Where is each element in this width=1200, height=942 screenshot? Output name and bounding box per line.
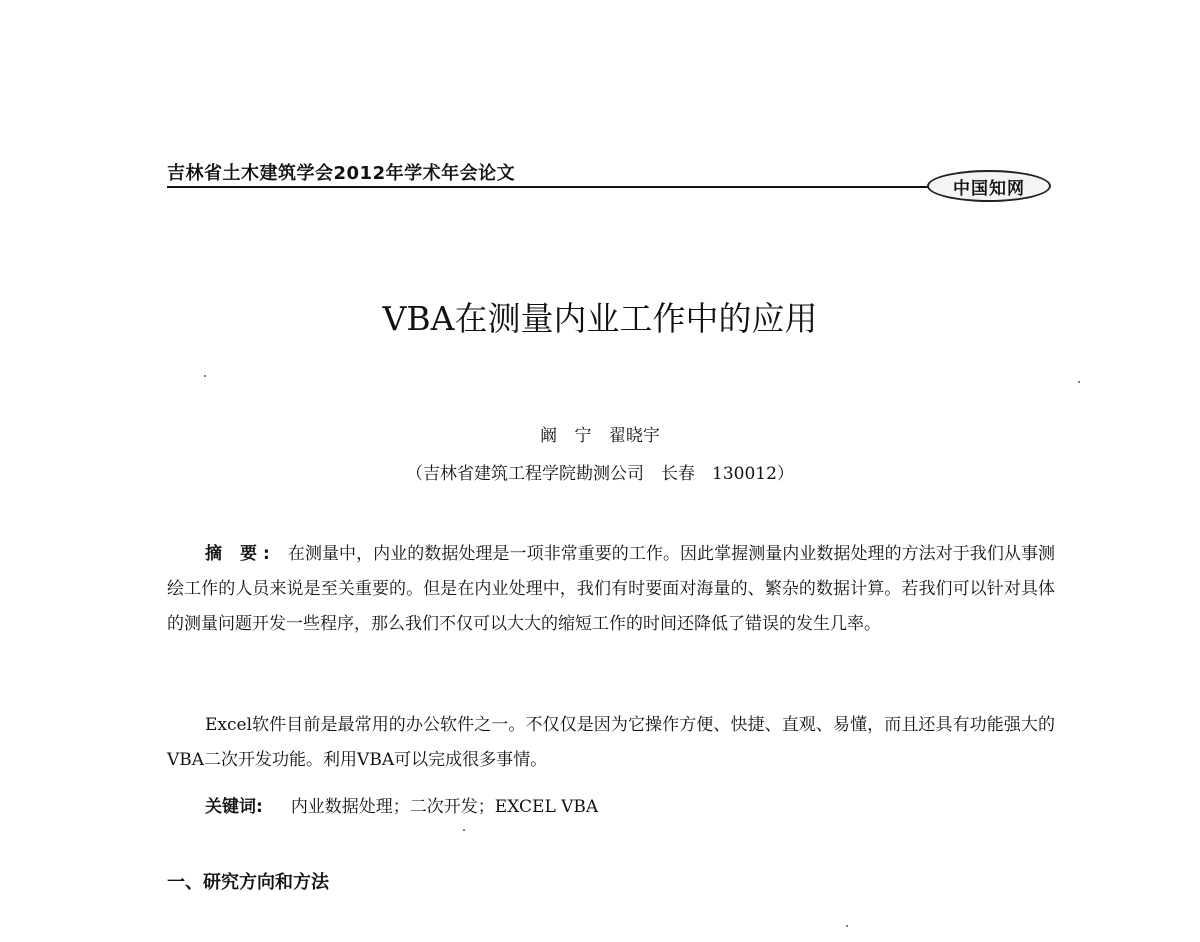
scan-speck	[1078, 381, 1080, 383]
cnki-logo-badge	[927, 170, 1051, 202]
keywords-text: 内业数据处理；二次开发；EXCEL VBA	[290, 797, 599, 817]
abstract-label: 摘 要:	[205, 544, 276, 564]
keywords-line	[205, 792, 598, 817]
header-divider	[167, 186, 935, 188]
keywords-label: 关键词:	[205, 797, 263, 817]
scan-speck	[204, 375, 206, 377]
abstract-text: 在测量中，内业的数据处理是一项非常重要的工作。因此掌握测量内业数据处理的方法对于我们从事测绘工作的人员来说是至关重要的。但是在内业处理中，我们有时要面对海量的、繁杂的数据计算。若我们可以针对具体的测量问题开发一些程序，那么我们不仅可以大大的缩短工作的时间还降低了错误的发生几率。	[167, 544, 1055, 634]
scan-speck	[463, 829, 465, 831]
abstract-paragraph	[167, 537, 1055, 642]
section-heading-1: 一、研究方向和方法	[167, 872, 329, 893]
paper-affiliation: （吉林省建筑工程学院勘测公司 长春 130012）	[406, 464, 794, 484]
paper-title: VBA在测量内业工作中的应用	[382, 299, 818, 338]
journal-header-title: 吉林省土木建筑学会2012年学术年会论文	[167, 163, 516, 184]
cnki-logo-text: 中国知网	[953, 178, 1025, 199]
paper-authors: 阚 宁 翟晓宇	[540, 426, 660, 446]
scan-speck	[846, 925, 848, 927]
excel-paragraph: Excel软件目前是最常用的办公软件之一。不仅仅是因为它操作方便、快捷、直观、易懂，而且还具有功能强大的VBA二次开发功能。利用VBA可以完成很多事情。	[167, 715, 1055, 770]
